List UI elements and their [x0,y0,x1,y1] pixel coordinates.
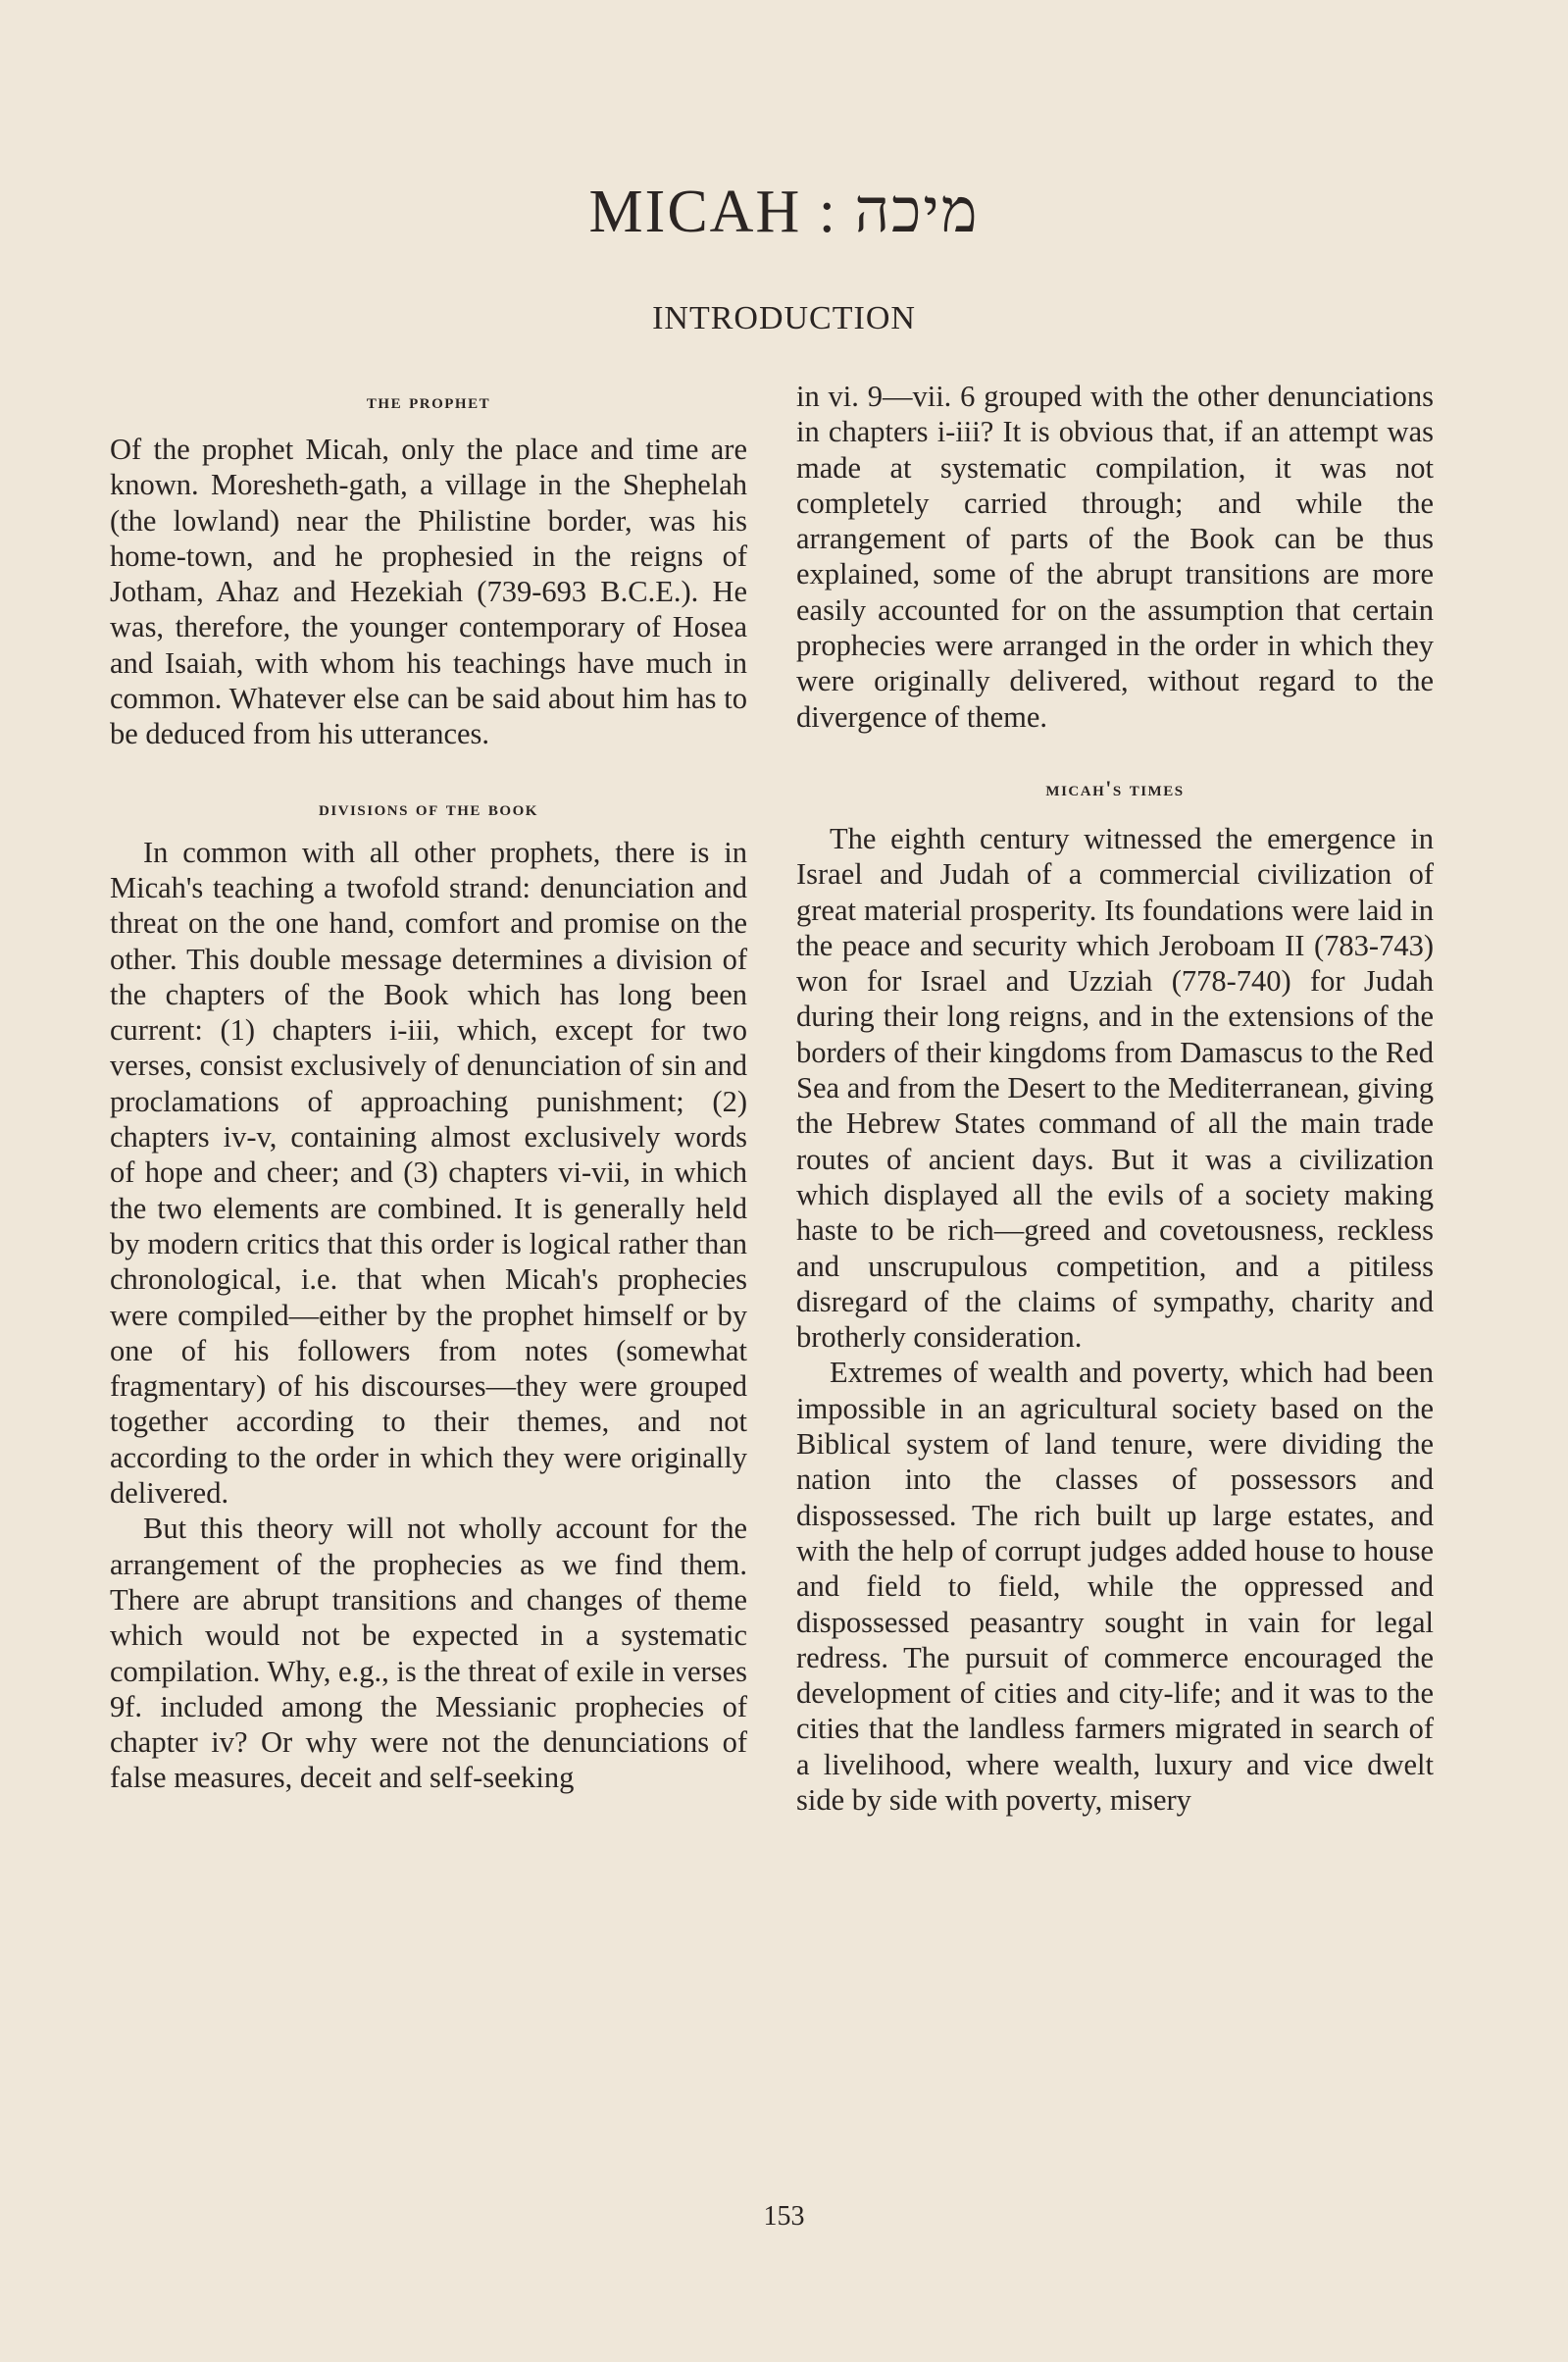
title-english: MICAH [588,179,802,245]
paragraph-divisions-1: In common with all other prophets, there is in Micah's teaching a twofold strand: denunciation and threat on the one hand, comfort and promise on the other. This double message determines a division of the chapters of the Book which has long been current: (1) chapters i-iii, which, except for two verses, consist exclusively of denunciation of sin and proclamations of approaching punishment; (2) chapters iv-v, containing almost exclusively words of hope and cheer; and (3) chapters vi-vii, in which the two elements are combined. It is generally held by modern critics that this order is logical rather than chronological, i.e. that when Micah's prophecies were compiled—either by the prophet himself or by one of his followers from notes (somewhat fragmentary) of his discourses—they were grouped together according to their themes, and not according to the order in which they were originally delivered. [110,835,747,1511]
title-separator: : [818,179,837,245]
paragraph-divisions-3: in vi. 9—vii. 6 grouped with the other denunciations in chapters i-iii? It is obvious that, if an attempt was made at systematic compilation, it was not completely carried through; and while the arrangement of parts of the Book can be thus explained, some of the abrupt transitions are more easily accounted for on the assumption that certain prophecies were arranged in the order in which they were originally delivered, without regard to the divergence of theme. [796,380,1434,734]
page-title [0,175,1568,247]
paragraph-times-2: Extremes of wealth and poverty, which had been impossible in an agricultural society based on the Biblical system of land tenure, were dividing the nation into the classes of possessors and dispossessed. The rich built up large estates, and with the help of corrupt judges added house to house and field to field, while the oppressed and dispossessed peasantry sought in vain for legal redress. The pursuit of commerce encouraged the development of cities and city-life; and it was to the cities that the landless farmers migrated in search of a livelihood, where wealth, luxury and vice dwelt side by side with poverty, misery [796,1356,1434,1817]
section-heading-prophet: the prophet [366,388,491,413]
section-heading-times: micah's times [1045,775,1185,800]
page-number: 153 [763,2201,805,2232]
paragraph-times-1: The eighth century witnessed the emergence in Israel and Judah of a commercial civilization of great material prosperity. Its foundations were laid in the peace and security which Jeroboam II (783-743) won for Israel and Uzziah (778-740) for Judah during their long reigns, and in the extensions of the borders of their kingdoms from Damascus to the Red Sea and from the Desert to the Mediterranean, giving the Hebrew States command of all the main trade routes of ancient days. But it was a civilization which displayed all the evils of a society making haste to be rich—greed and covetousness, reckless and unscrupulous competition, and a pitiless disregard of the claims of sympathy, charity and brotherly consideration. [796,821,1434,1355]
section-heading-divisions: divisions of the book [319,795,538,820]
right-column [796,379,1434,1818]
paragraph-divisions-2: But this theory will not wholly account for the arrangement of the prophecies as we find them. There are abrupt transitions and changes of theme which would not be expected in a systematic compilation. Why, e.g., is the threat of exile in verses 9f. included among the Messianic prophecies of chapter iv? Or why were not the denunciations of false measures, deceit and self-seeking [110,1512,747,1795]
introduction-heading: INTRODUCTION [652,300,916,336]
paragraph-prophet-1: Of the prophet Micah, only the place and time are known. Moresheth-gath, a village in the Shephelah (the lowland) near the Philistine border, was his home-town, and he prophesied in the reigns of Jotham, Ahaz and Hezekiah (739-693 B.C.E.). He was, therefore, the younger contemporary of Hosea and Isaiah, with whom his teachings have much in common. Whatever else can be said about him has to be deduced from his utterances. [110,433,747,751]
left-column [110,379,747,1796]
title-hebrew: מיכה [854,175,980,246]
